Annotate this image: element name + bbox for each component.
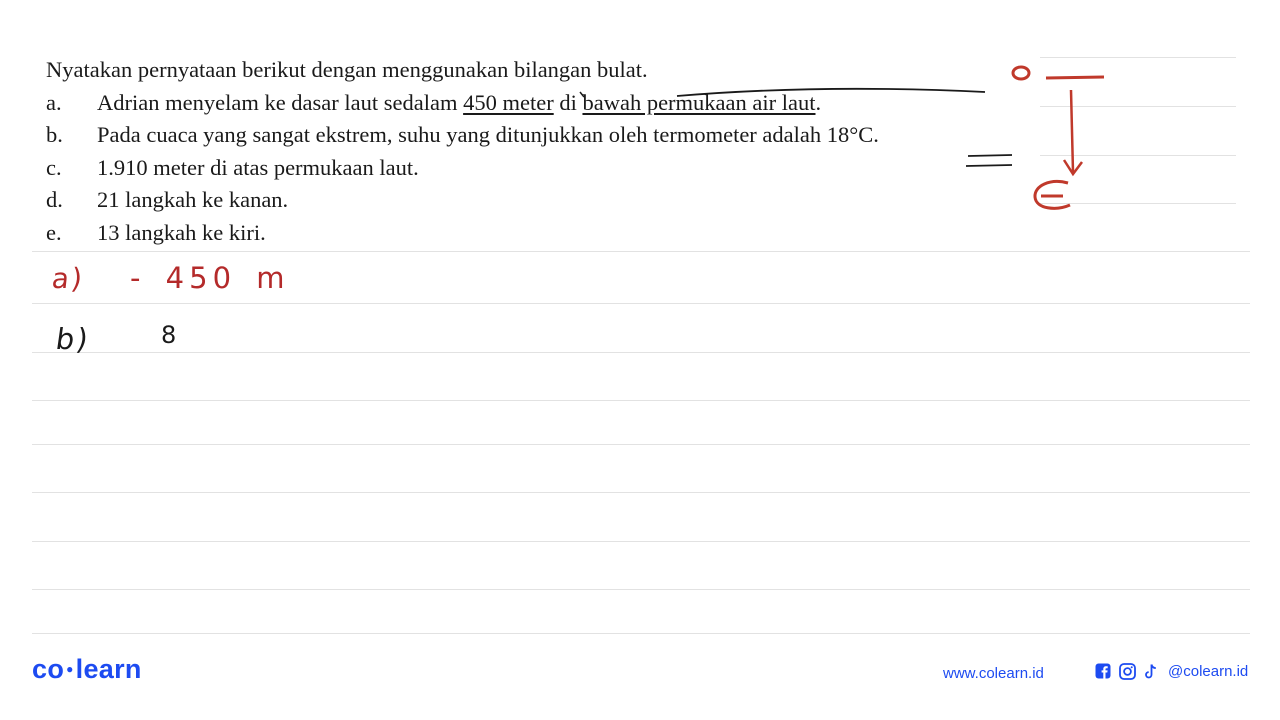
answer-a-value: - 450 m [130, 261, 290, 295]
item-text: 1.910 meter di atas permukaan laut. [97, 154, 419, 180]
ruled-line [32, 541, 1250, 542]
item-letter: e. [46, 219, 62, 245]
question-title: Nyatakan pernyataan berikut dengan menggunakan bilangan bulat. [46, 57, 648, 82]
ruled-line [32, 251, 1250, 252]
answer-b-value: 8 [161, 321, 177, 349]
social-links [1094, 662, 1248, 680]
facebook-icon[interactable] [1094, 662, 1112, 680]
down-arrow [1071, 90, 1073, 172]
item-letter: b. [46, 122, 63, 147]
item-letter: a. [46, 89, 62, 115]
list-item [46, 152, 1046, 185]
answer-b-label: b) [53, 322, 93, 356]
list-item [46, 119, 1046, 152]
ruled-line [32, 633, 1250, 634]
dash-mark [1046, 77, 1104, 78]
ruled-line [32, 589, 1250, 590]
instagram-icon[interactable] [1118, 662, 1136, 680]
item-text: Adrian menyelam ke dasar laut sedalam 450 meter di bawah permukaan air laut. [97, 89, 822, 115]
circle-mark [1013, 67, 1029, 79]
ruled-line [32, 492, 1250, 493]
question-block [46, 54, 1046, 249]
item-letter: c. [46, 154, 62, 180]
item-letter: d. [46, 187, 63, 212]
ruled-line [32, 303, 1250, 304]
minus-in-circle [1035, 181, 1070, 208]
answer-a-label: a) [50, 262, 86, 295]
ruled-line [32, 400, 1250, 401]
list-item [46, 87, 1046, 120]
social-handle[interactable]: @colearn.id [1168, 662, 1249, 680]
item-text: Pada cuaca yang sangat ekstrem, suhu yang ditunjukkan oleh termometer adalah 18°C. [97, 122, 879, 147]
item-text: 13 langkah ke kiri. [97, 219, 266, 245]
margin-sketch [960, 50, 1110, 220]
tiktok-icon[interactable] [1142, 662, 1160, 680]
ruled-line [32, 352, 1250, 353]
item-text: 21 langkah ke kanan. [97, 187, 289, 212]
list-item [46, 217, 1046, 250]
list-item [46, 184, 1046, 217]
website-link[interactable]: www.colearn.id [943, 665, 1044, 682]
colearn-logo[interactable]: co ●learn [32, 654, 142, 684]
ruled-line [32, 444, 1250, 445]
